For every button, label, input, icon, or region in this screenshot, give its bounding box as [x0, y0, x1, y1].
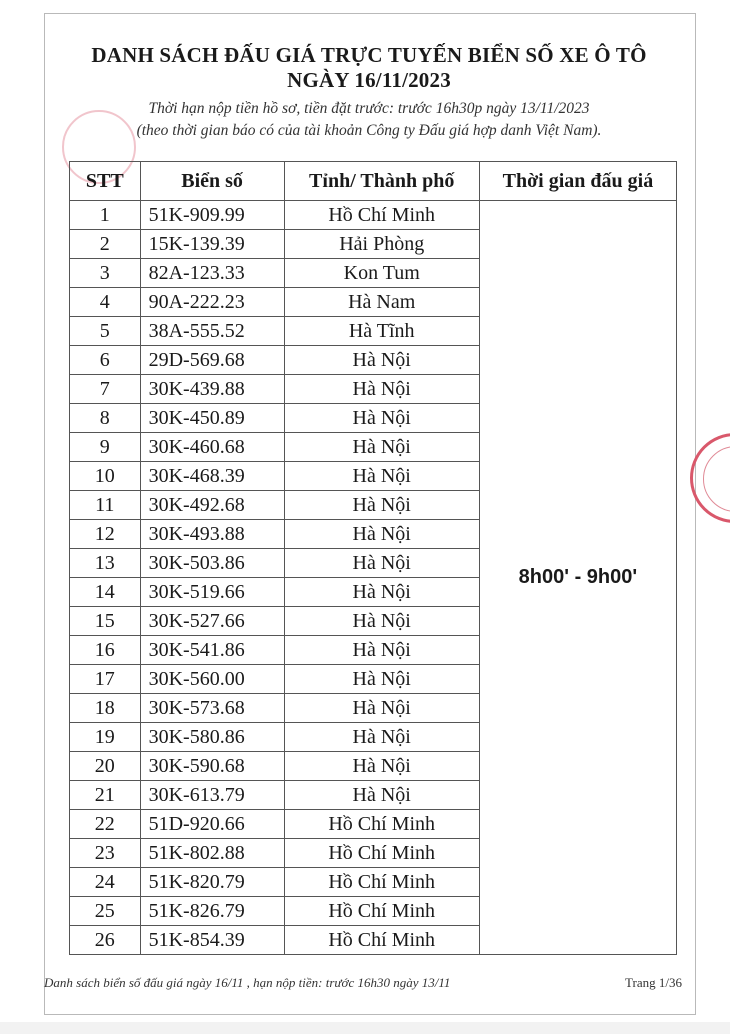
row-city: Hà Tĩnh	[284, 317, 479, 346]
row-stt: 10	[70, 462, 141, 491]
row-city: Hà Nội	[284, 375, 479, 404]
document-date: NGÀY 16/11/2023	[287, 68, 451, 92]
row-plate: 30K-613.79	[140, 781, 284, 810]
header-plate: Biển số	[140, 162, 284, 201]
row-city: Hà Nội	[284, 578, 479, 607]
row-stt: 6	[70, 346, 141, 375]
row-city: Hà Nam	[284, 288, 479, 317]
company-stamp-inner	[703, 446, 730, 512]
auction-time-slot: 8h00' - 9h00'	[479, 201, 676, 955]
header-stt: STT	[70, 162, 141, 201]
row-city: Hồ Chí Minh	[284, 810, 479, 839]
row-city: Hà Nội	[284, 549, 479, 578]
row-city: Hà Nội	[284, 404, 479, 433]
row-plate: 15K-139.39	[140, 230, 284, 259]
row-plate: 30K-580.86	[140, 723, 284, 752]
row-stt: 23	[70, 839, 141, 868]
row-stt: 19	[70, 723, 141, 752]
row-city: Kon Tum	[284, 259, 479, 288]
row-stt: 8	[70, 404, 141, 433]
table-header-row	[70, 162, 677, 201]
row-plate: 30K-541.86	[140, 636, 284, 665]
row-stt: 15	[70, 607, 141, 636]
row-plate: 38A-555.52	[140, 317, 284, 346]
row-city: Hà Nội	[284, 520, 479, 549]
plate-auction-table	[69, 161, 677, 955]
row-plate: 82A-123.33	[140, 259, 284, 288]
row-stt: 16	[70, 636, 141, 665]
row-city: Hà Nội	[284, 636, 479, 665]
table-body	[70, 201, 677, 955]
row-stt: 24	[70, 868, 141, 897]
row-city: Hà Nội	[284, 346, 479, 375]
row-stt: 13	[70, 549, 141, 578]
row-city: Hồ Chí Minh	[284, 839, 479, 868]
company-stamp	[690, 433, 730, 523]
row-plate: 51D-920.66	[140, 810, 284, 839]
row-stt: 4	[70, 288, 141, 317]
row-stt: 2	[70, 230, 141, 259]
deadline-note-detail: (theo thời gian báo có của tài khoản Công ty Đấu giá hợp danh Việt Nam).	[136, 122, 602, 139]
row-plate: 51K-854.39	[140, 926, 284, 955]
row-city: Hà Nội	[284, 723, 479, 752]
footer-note: Danh sách biển số đấu giá ngày 16/11 , hạn nộp tiền: trước 16h30 ngày 13/11	[44, 975, 451, 990]
row-plate: 30K-519.66	[140, 578, 284, 607]
row-city: Hà Nội	[284, 694, 479, 723]
row-plate: 30K-439.88	[140, 375, 284, 404]
row-plate: 51K-909.99	[140, 201, 284, 230]
row-stt: 20	[70, 752, 141, 781]
row-stt: 22	[70, 810, 141, 839]
row-city: Hà Nội	[284, 665, 479, 694]
row-city: Hồ Chí Minh	[284, 926, 479, 955]
row-city: Hà Nội	[284, 752, 479, 781]
row-plate: 30K-590.68	[140, 752, 284, 781]
row-stt: 9	[70, 433, 141, 462]
row-stt: 3	[70, 259, 141, 288]
row-city: Hà Nội	[284, 433, 479, 462]
row-city: Hải Phòng	[284, 230, 479, 259]
row-plate: 51K-802.88	[140, 839, 284, 868]
table-row	[70, 201, 677, 230]
row-plate: 51K-826.79	[140, 897, 284, 926]
row-plate: 30K-527.66	[140, 607, 284, 636]
row-plate: 51K-820.79	[140, 868, 284, 897]
row-stt: 1	[70, 201, 141, 230]
row-city: Hà Nội	[284, 607, 479, 636]
page-bottom-edge	[0, 1022, 730, 1034]
row-plate: 30K-573.68	[140, 694, 284, 723]
page-number: Trang 1/36	[625, 975, 682, 990]
row-plate: 29D-569.68	[140, 346, 284, 375]
row-city: Hà Nội	[284, 462, 479, 491]
row-stt: 21	[70, 781, 141, 810]
row-stt: 18	[70, 694, 141, 723]
row-plate: 30K-560.00	[140, 665, 284, 694]
row-stt: 5	[70, 317, 141, 346]
deadline-note: Thời hạn nộp tiền hồ sơ, tiền đặt trước: trước 16h30p ngày 13/11/2023	[148, 100, 590, 117]
row-city: Hà Nội	[284, 491, 479, 520]
row-stt: 12	[70, 520, 141, 549]
row-city: Hồ Chí Minh	[284, 201, 479, 230]
row-stt: 26	[70, 926, 141, 955]
row-city: Hồ Chí Minh	[284, 868, 479, 897]
row-plate: 30K-503.86	[140, 549, 284, 578]
row-plate: 30K-492.68	[140, 491, 284, 520]
row-plate: 30K-493.88	[140, 520, 284, 549]
row-stt: 11	[70, 491, 141, 520]
row-city: Hà Nội	[284, 781, 479, 810]
row-plate: 90A-222.23	[140, 288, 284, 317]
row-plate: 30K-450.89	[140, 404, 284, 433]
row-stt: 25	[70, 897, 141, 926]
row-stt: 14	[70, 578, 141, 607]
row-plate: 30K-468.39	[140, 462, 284, 491]
row-city: Hồ Chí Minh	[284, 897, 479, 926]
row-stt: 7	[70, 375, 141, 404]
header-time: Thời gian đấu giá	[479, 162, 676, 201]
header-city: Tỉnh/ Thành phố	[284, 162, 479, 201]
row-plate: 30K-460.68	[140, 433, 284, 462]
row-stt: 17	[70, 665, 141, 694]
document-title: DANH SÁCH ĐẤU GIÁ TRỰC TUYẾN BIỂN SỐ XE Ô TÔ	[91, 43, 647, 67]
